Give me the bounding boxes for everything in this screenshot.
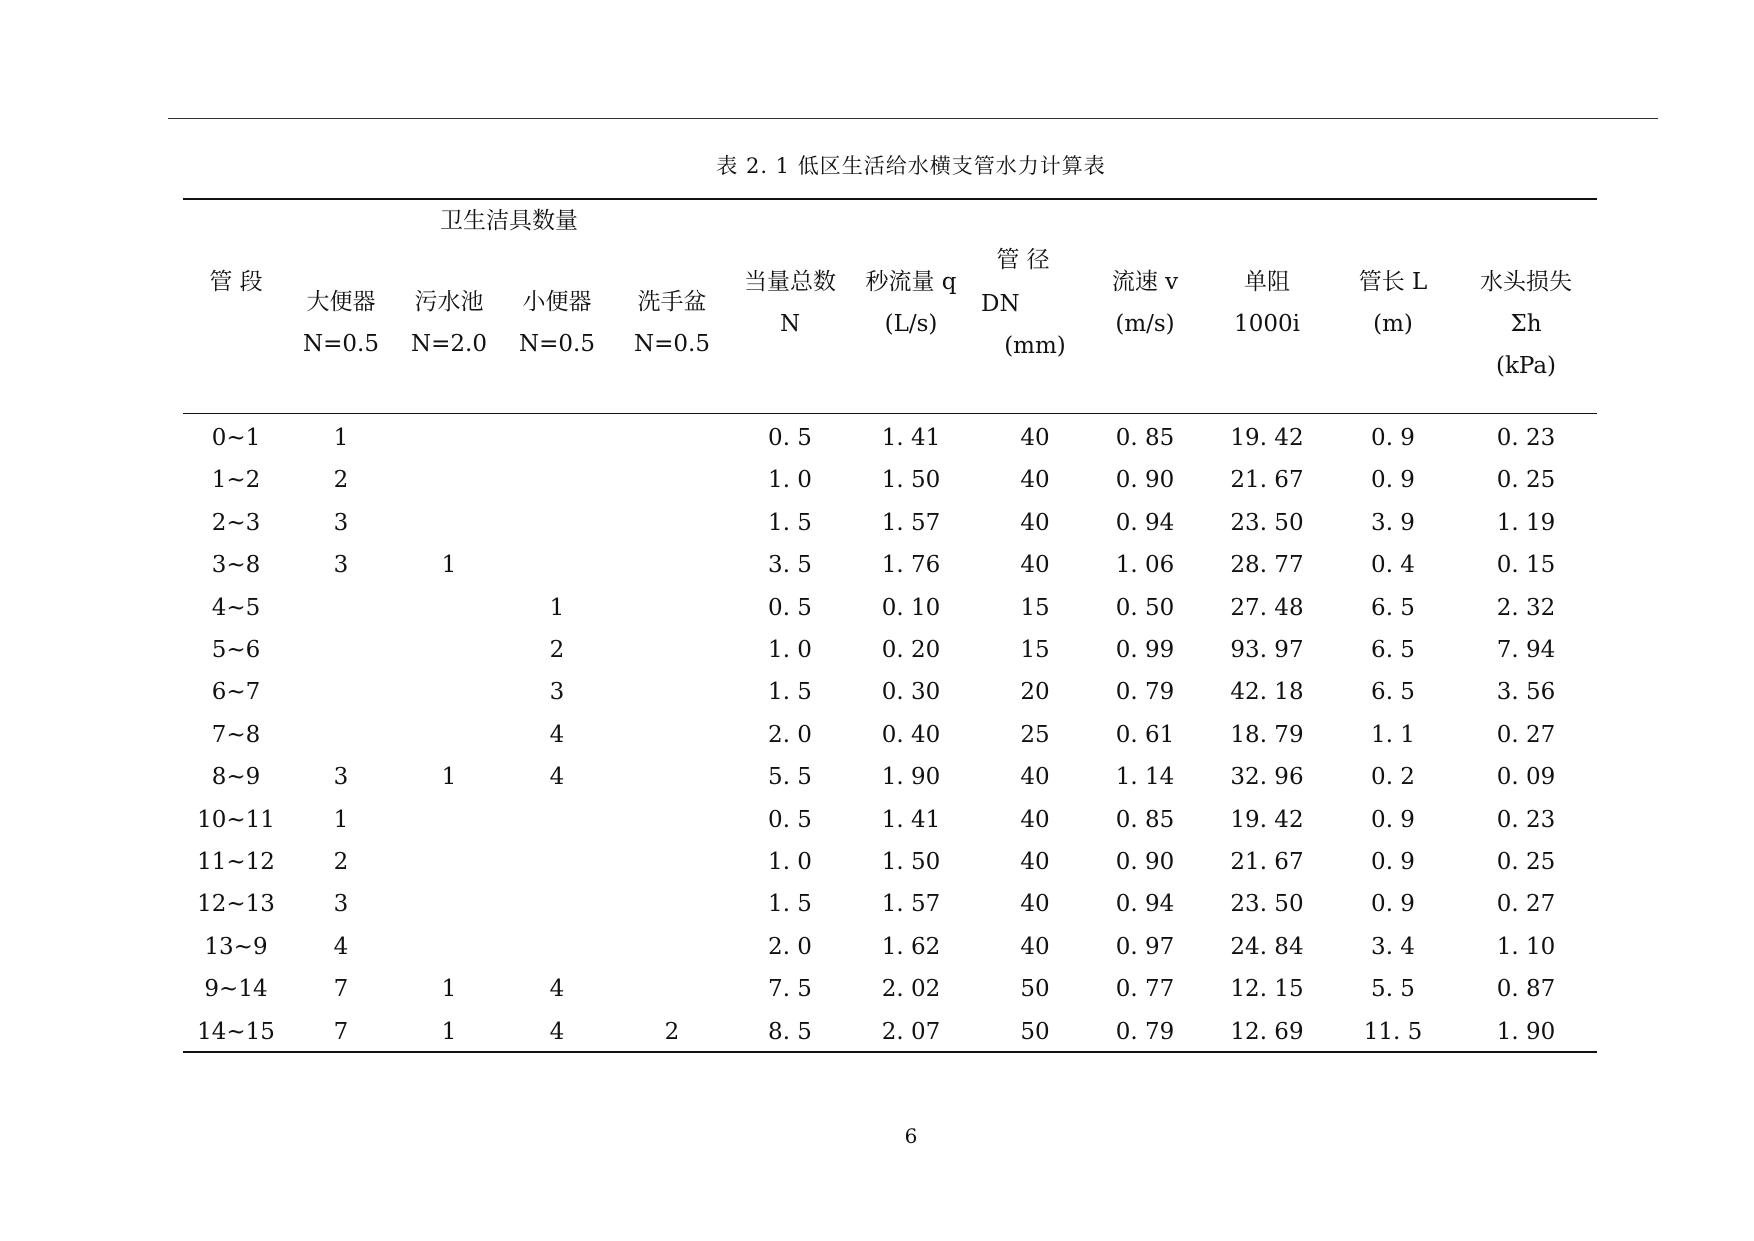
table-cell: 2. 02 (881, 976, 941, 1003)
header-length: 管长 L (1358, 269, 1428, 295)
table-cell: 1. 10 (1496, 933, 1556, 960)
table-header-rule (183, 413, 1597, 414)
table-cell: 13~9 (204, 933, 268, 960)
table-cell: 0. 79 (1115, 1018, 1175, 1045)
table-cell: 12. 15 (1230, 976, 1304, 1003)
table-cell: 0. 94 (1115, 891, 1175, 918)
header-unit-resistance-symbol: 1000i (1234, 311, 1300, 337)
table-cell: 8. 5 (768, 1018, 812, 1045)
table-cell: 1. 57 (881, 891, 941, 918)
table-cell: 0. 94 (1115, 509, 1175, 536)
table-cell: 2. 07 (881, 1018, 941, 1045)
header-velocity-unit: (m/s) (1115, 311, 1175, 337)
table-cell: 1. 1 (1371, 721, 1415, 748)
table-cell: 24. 84 (1230, 933, 1304, 960)
table-cell: 4 (549, 976, 565, 1003)
table-cell: 2. 32 (1496, 594, 1556, 621)
table-cell: 2 (333, 849, 349, 875)
table-cell: 4 (549, 1018, 565, 1045)
table-cell: 0. 25 (1496, 467, 1556, 494)
table-cell: 2. 0 (768, 721, 812, 748)
header-diameter-symbol: DN (981, 291, 1020, 317)
table-cell: 0. 50 (1115, 594, 1175, 621)
table-cell: 20 (1020, 679, 1050, 706)
table-cell: 15 (1020, 637, 1050, 663)
table-cell: 7~8 (211, 721, 261, 748)
table-cell: 23. 50 (1230, 891, 1304, 918)
header-segment: 管 段 (209, 269, 263, 295)
table-cell: 23. 50 (1230, 509, 1304, 536)
table-cell: 25 (1020, 721, 1050, 748)
table-row (183, 978, 1597, 1020)
table-cell: 27. 48 (1230, 594, 1304, 621)
table-cell: 50 (1020, 1018, 1050, 1045)
table-cell: 7. 94 (1496, 637, 1556, 663)
table-cell: 5. 5 (768, 764, 812, 791)
table-cell: 0. 4 (1371, 552, 1415, 579)
table-cell: 1. 0 (768, 637, 812, 663)
header-fixture-group: 卫生洁具数量 (440, 208, 578, 234)
table-cell: 2 (664, 1018, 680, 1045)
table-cell: 1. 0 (768, 467, 812, 494)
table-cell: 40 (1020, 764, 1050, 791)
table-cell: 1. 50 (881, 467, 941, 494)
table-cell: 0. 23 (1496, 425, 1556, 451)
table-cell: 4 (549, 721, 565, 748)
table-cell: 3. 56 (1496, 679, 1556, 706)
table-cell: 8~9 (211, 764, 261, 791)
table-cell: 0. 9 (1371, 467, 1415, 494)
header-flow: 秒流量 q (865, 269, 957, 295)
table-cell: 1. 41 (881, 425, 941, 451)
table-cell: 0. 79 (1115, 679, 1175, 706)
table-cell: 0. 85 (1115, 806, 1175, 833)
table-cell: 19. 42 (1230, 806, 1304, 833)
table-cell: 7. 5 (768, 976, 812, 1003)
table-cell: 6. 5 (1371, 594, 1415, 621)
table-cell: 3~8 (211, 552, 261, 579)
table-cell: 15 (1020, 594, 1050, 621)
header-fixture-eq: N=0.5 (303, 331, 379, 357)
table-cell: 9~14 (204, 976, 268, 1003)
table-cell: 0. 10 (881, 594, 941, 621)
table-cell: 1. 06 (1115, 552, 1175, 579)
table-cell: 21. 67 (1230, 849, 1304, 875)
header-head-loss-unit: (kPa) (1495, 353, 1557, 379)
table-cell: 4~5 (211, 594, 261, 621)
table-cell: 0. 27 (1496, 891, 1556, 918)
header-fixture-name: 洗手盆 (637, 289, 707, 315)
header-fixture-eq: N=0.5 (634, 331, 710, 357)
table-cell: 3 (549, 679, 565, 706)
header-diameter: 管 径 (996, 247, 1050, 273)
table-cell: 0. 23 (1496, 806, 1556, 833)
table-cell: 1. 50 (881, 849, 941, 875)
table-row (183, 509, 1597, 554)
table-row (183, 766, 1597, 808)
table-cell: 2 (549, 637, 565, 663)
table-cell: 0~1 (211, 425, 261, 451)
table-row (183, 1018, 1597, 1063)
table-cell: 2. 0 (768, 933, 812, 960)
table-row (183, 469, 1597, 511)
table-caption: 表 2. 1 低区生活给水横支管水力计算表 (716, 154, 1106, 178)
table-cell: 10~11 (197, 806, 275, 833)
table-row (183, 681, 1597, 723)
table-cell: 0. 9 (1371, 891, 1415, 918)
table-row (183, 851, 1597, 893)
table-cell: 0. 77 (1115, 976, 1175, 1003)
table-cell: 2~3 (211, 509, 261, 536)
table-cell: 18. 79 (1230, 721, 1304, 748)
table-cell: 0. 85 (1115, 425, 1175, 451)
table-cell: 3 (333, 552, 349, 579)
table-cell: 3 (333, 764, 349, 791)
table-cell: 1. 19 (1496, 509, 1556, 536)
table-cell: 1. 5 (768, 679, 812, 706)
table-cell: 6. 5 (1371, 637, 1415, 663)
table-cell: 1 (441, 1018, 457, 1045)
table-cell: 1 (441, 976, 457, 1003)
header-head-loss: 水头损失 (1480, 269, 1572, 295)
table-cell: 0. 61 (1115, 721, 1175, 748)
table-cell: 21. 67 (1230, 467, 1304, 494)
table-cell: 12~13 (197, 891, 275, 918)
table-cell: 5~6 (211, 637, 261, 663)
table-cell: 0. 9 (1371, 806, 1415, 833)
header-fixture-eq: N=2.0 (411, 331, 487, 357)
table-cell: 3. 4 (1371, 933, 1415, 960)
table-cell: 0. 9 (1371, 849, 1415, 875)
header-fixture-name: 污水池 (414, 289, 484, 315)
table-cell: 0. 9 (1371, 425, 1415, 451)
table-cell: 1. 76 (881, 552, 941, 579)
table-cell: 0. 30 (881, 679, 941, 706)
table-cell: 40 (1020, 933, 1050, 960)
table-row (183, 721, 1597, 766)
table-cell: 0. 15 (1496, 552, 1556, 579)
table-cell: 11. 5 (1363, 1018, 1423, 1045)
header-fixture-name: 小便器 (522, 289, 592, 315)
table-cell: 0. 20 (881, 637, 941, 663)
table-cell: 0. 90 (1115, 467, 1175, 494)
table-cell: 4 (333, 933, 349, 960)
table-cell: 11~12 (197, 849, 275, 875)
table-row (183, 639, 1597, 681)
table-cell: 32. 96 (1230, 764, 1304, 791)
table-cell: 40 (1020, 806, 1050, 833)
header-unit-resistance: 单阻 (1244, 269, 1290, 295)
table-cell: 1. 0 (768, 849, 812, 875)
header-diameter-unit: (mm) (1004, 333, 1066, 359)
table-row (183, 806, 1597, 851)
table-cell: 1. 5 (768, 891, 812, 918)
table-cell: 50 (1020, 976, 1050, 1003)
table-cell: 0. 27 (1496, 721, 1556, 748)
table-cell: 0. 09 (1496, 764, 1556, 791)
table-bottom-rule (183, 1051, 1597, 1053)
table-cell: 0. 25 (1496, 849, 1556, 875)
table-cell: 6. 5 (1371, 679, 1415, 706)
hydraulic-calc-table (183, 198, 1597, 1051)
table-cell: 0. 87 (1496, 976, 1556, 1003)
table-cell: 0. 40 (881, 721, 941, 748)
table-cell: 3. 5 (768, 552, 812, 579)
table-cell: 3 (333, 509, 349, 536)
table-cell: 93. 97 (1230, 637, 1304, 663)
table-cell: 1. 57 (881, 509, 941, 536)
table-cell: 6~7 (211, 679, 261, 706)
table-cell: 28. 77 (1230, 552, 1304, 579)
header-fixture-name: 大便器 (306, 289, 376, 315)
table-cell: 1 (549, 594, 565, 621)
header-flow-unit: (L/s) (884, 311, 938, 337)
table-cell: 1 (333, 806, 349, 833)
table-cell: 14~15 (197, 1018, 275, 1045)
table-cell: 40 (1020, 891, 1050, 918)
table-cell: 0. 99 (1115, 637, 1175, 663)
table-cell: 0. 5 (768, 806, 812, 833)
table-cell: 2 (333, 467, 349, 494)
header-total-n-symbol: N (779, 311, 801, 337)
table-cell: 1~2 (211, 467, 261, 494)
table-cell: 0. 5 (768, 425, 812, 451)
table-cell: 0. 2 (1371, 764, 1415, 791)
table-cell: 1. 41 (881, 806, 941, 833)
table-cell: 1 (441, 552, 457, 579)
table-cell: 1 (333, 425, 349, 451)
table-cell: 1. 90 (881, 764, 941, 791)
table-cell: 0. 97 (1115, 933, 1175, 960)
table-cell: 3 (333, 891, 349, 918)
table-row (183, 933, 1597, 978)
table-cell: 7 (333, 976, 349, 1003)
header-total-n: 当量总数 (744, 269, 836, 295)
table-cell: 0. 5 (768, 594, 812, 621)
table-cell: 0. 90 (1115, 849, 1175, 875)
header-length-unit: (m) (1373, 311, 1413, 337)
table-row (183, 893, 1597, 935)
table-cell: 42. 18 (1230, 679, 1304, 706)
table-cell: 5. 5 (1371, 976, 1415, 1003)
table-cell: 4 (549, 764, 565, 791)
table-row (183, 427, 1597, 469)
page-header-rule (168, 118, 1658, 119)
table-cell: 1. 14 (1115, 764, 1175, 791)
table-cell: 12. 69 (1230, 1018, 1304, 1045)
header-head-loss-symbol: Σh (1510, 311, 1542, 337)
table-cell: 40 (1020, 425, 1050, 451)
header-velocity: 流速 v (1111, 269, 1179, 295)
table-cell: 1 (441, 764, 457, 791)
table-cell: 40 (1020, 509, 1050, 536)
table-cell: 40 (1020, 849, 1050, 875)
header-fixture-eq: N=0.5 (519, 331, 595, 357)
table-cell: 3. 9 (1371, 509, 1415, 536)
table-cell: 19. 42 (1230, 425, 1304, 451)
table-cell: 1. 5 (768, 509, 812, 536)
page-number: 6 (904, 1124, 918, 1148)
table-cell: 1. 62 (881, 933, 941, 960)
table-row (183, 594, 1597, 639)
table-cell: 40 (1020, 552, 1050, 579)
table-cell: 1. 90 (1496, 1018, 1556, 1045)
table-cell: 7 (333, 1018, 349, 1045)
table-top-rule (183, 198, 1597, 200)
table-cell: 40 (1020, 467, 1050, 494)
table-row (183, 554, 1597, 596)
